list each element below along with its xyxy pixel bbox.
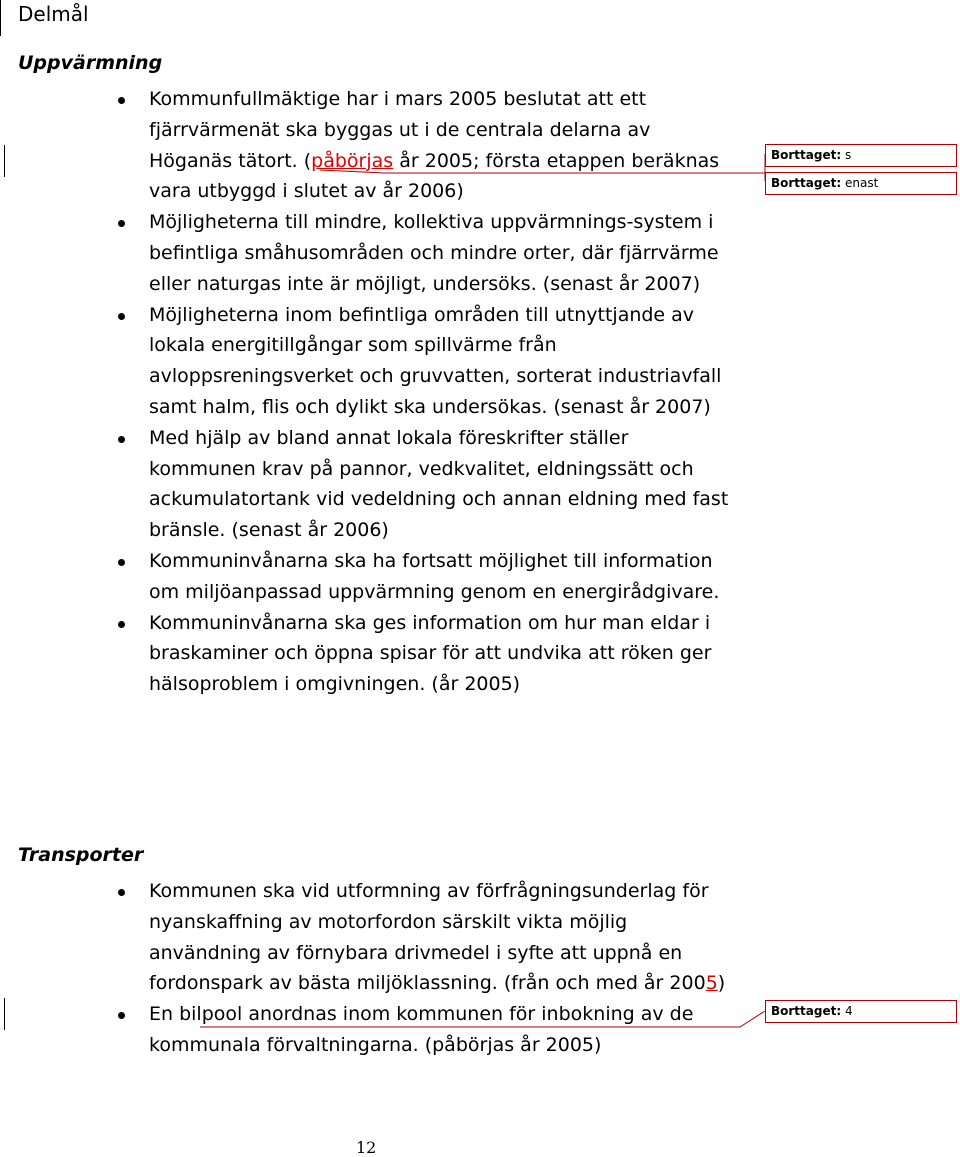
item-text: Möjligheterna inom befintliga områden till utnyttjande av lokala energitillgångar som spillvärme från avloppsreningsverket och gruvvatten, sorterat industriavfall samt halm, flis och dylikt ska undersökas. (senast år 2007) [149, 303, 722, 418]
page-number: 12 [356, 1138, 377, 1157]
section-heading-heating: Uppvärmning [18, 52, 163, 74]
item-text-continued: ) [717, 972, 726, 995]
item-text: Kommunen ska vid utformning av förfrågningsunderlag för nyanskaffning av motorfordon särskilt vikta möjlig användning av förnybara drivmedel i syfte att uppnå en fordonspark av bästa miljöklassning. (från och med år 200 [149, 880, 709, 995]
balloon-label: Borttaget: [771, 148, 842, 162]
inserted-text[interactable]: påbörjas [311, 149, 394, 172]
balloon-label: Borttaget: [771, 1004, 842, 1018]
deleted-comment-balloon[interactable] [765, 1000, 957, 1023]
page-heading: Delmål [18, 2, 89, 26]
balloon-value: enast [844, 176, 879, 190]
item-text: Kommuninvånarna ska ges information om hur man eldar i braskaminer och öppna spisar för att undvika att röken ger hälsoproblem i omgivningen. (år 2005) [149, 611, 712, 696]
inserted-text[interactable]: 5 [705, 972, 718, 995]
deleted-comment-balloon[interactable] [765, 172, 957, 195]
item-text: Möjligheterna till mindre, kollektiva uppvärmnings-system i befintliga småhusområden och mindre orter, där fjärrvärme eller naturgas inte är möjligt, undersöks. (senast år 2007) [149, 211, 719, 295]
item-text: Med hjälp av bland annat lokala föreskrifter ställer kommunen krav på pannor, vedkvalitet, eldningssätt och ackumulatortank vid vedeldning och annan eldning med fast bränsle. (senast år 2006) [149, 426, 729, 542]
item-text: En bilpool anordnas inom kommunen för inbokning av de kommunala förvaltningarna. (påbörjas år 2005) [149, 1003, 694, 1056]
item-text: Kommunfullmäktige har i mars 2005 beslutat att ett fjärrvärmenät ska byggas ut i de centrala delarna av Höganäs tätort. ( [149, 88, 651, 172]
item-text: Kommuninvånarna ska ha fortsatt möjlighet till information om miljöanpassad uppvärmning genom en energirådgivare. [149, 549, 720, 603]
deleted-comment-balloon[interactable] [765, 144, 957, 167]
balloon-label: Borttaget: [771, 176, 842, 190]
item-text-continued: år 2005; första etappen beräknas vara utbyggd i slutet av år 2006) [149, 149, 720, 203]
section-heading-transport: Transporter [18, 844, 144, 866]
balloon-value: s [844, 148, 852, 162]
balloon-value: 4 [844, 1004, 853, 1018]
